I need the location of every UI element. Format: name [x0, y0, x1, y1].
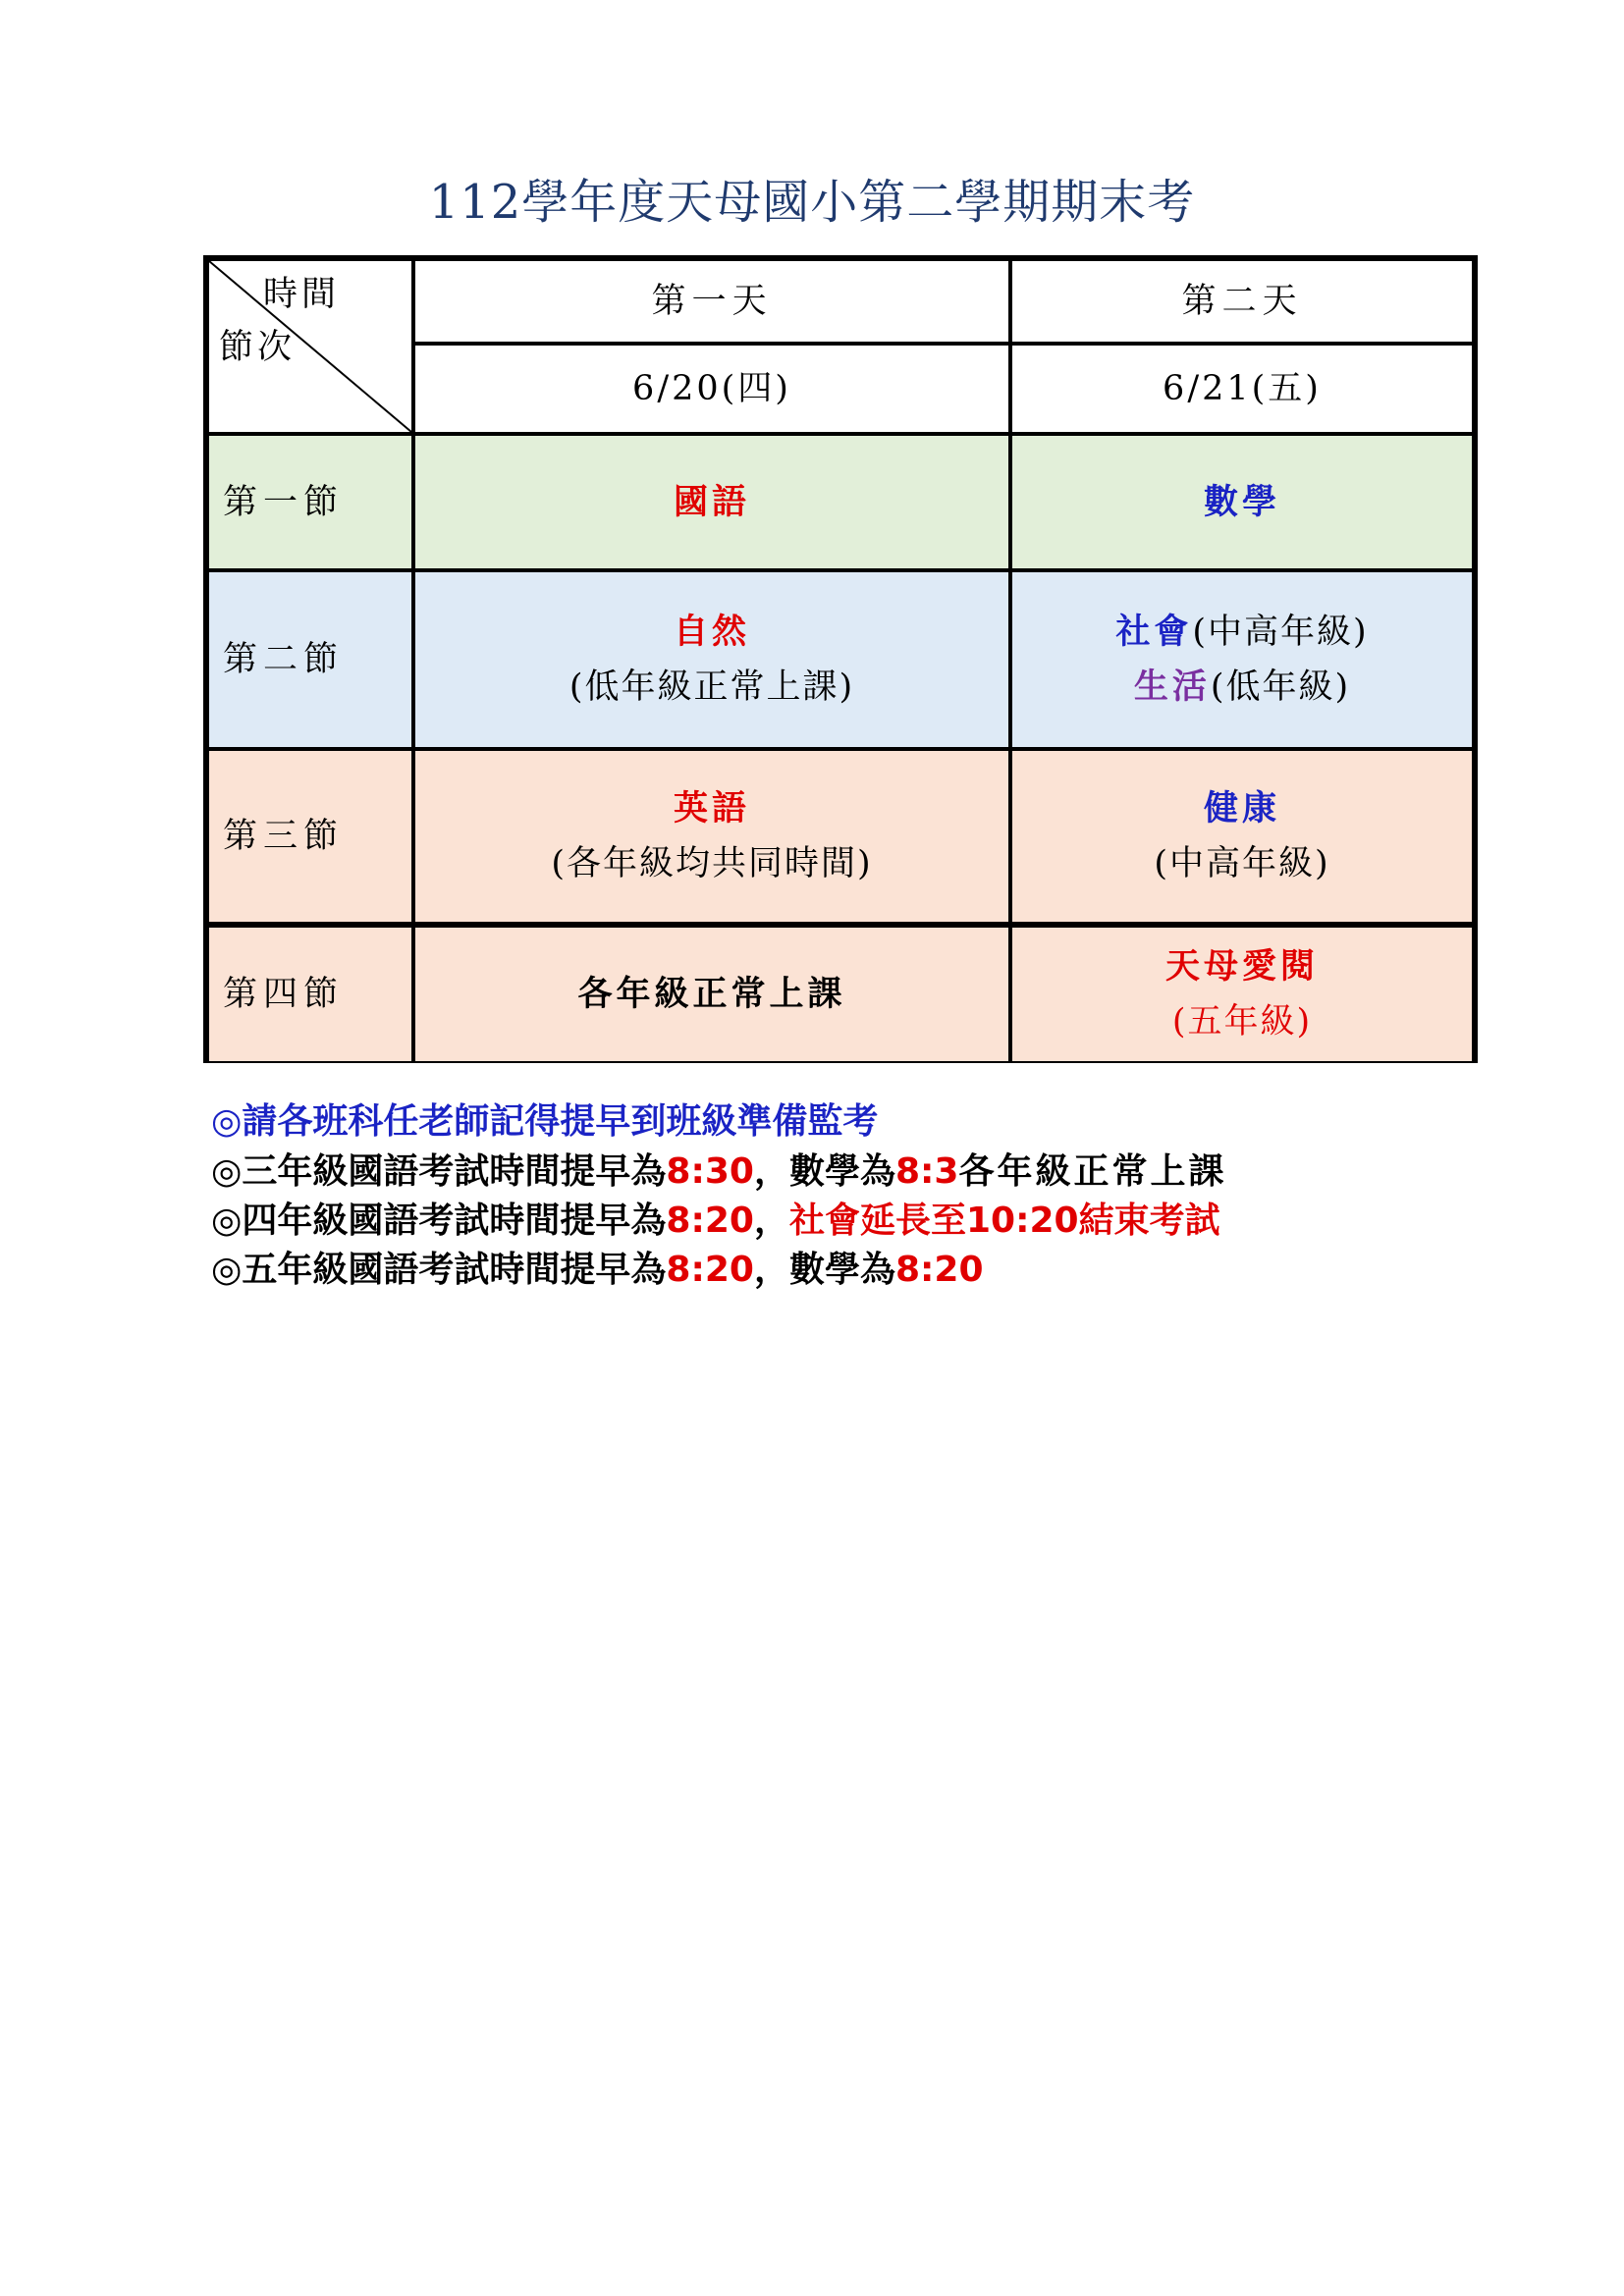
corner-header-cell — [207, 259, 413, 434]
period2-day1-cell — [413, 570, 1010, 749]
note-3-text-a: ◎四年級國語考試時間提早為 — [211, 1201, 667, 1241]
period2-day2-cell — [1010, 570, 1474, 749]
note-4-time-a: 8:20 — [666, 1250, 754, 1290]
period3-label: 第三節 — [223, 817, 345, 856]
period4-day2-note: (五年級) — [1171, 1002, 1313, 1041]
period4-day1-cell — [413, 924, 1010, 1063]
page-title: 112學年度天母國小第二學期期末考 — [428, 175, 1196, 230]
corner-time-label: 時間 — [263, 275, 341, 314]
period1-day1-subject: 國語 — [673, 482, 750, 522]
day2-date: 6/21(五) — [1163, 369, 1322, 408]
day1-date: 6/20(四) — [632, 369, 791, 408]
note-2-text-c: ，數學為 — [753, 1151, 895, 1192]
period1-day2-cell — [1010, 434, 1474, 570]
note-line-1: ◎請各班科任老師記得提早到班級準備監考 — [211, 1101, 879, 1142]
period4-day1-subject: 各年級正常上課 — [577, 975, 846, 1014]
note-line-3 — [211, 1197, 1488, 1246]
period2-label-cell — [207, 570, 413, 749]
day1-date-cell — [413, 344, 1010, 434]
period1-label: 第一節 — [223, 482, 345, 522]
note-4-time-b: 8:20 — [894, 1250, 984, 1290]
period4-label: 第四節 — [223, 975, 345, 1014]
day1-name: 第一天 — [651, 282, 773, 321]
period2-day2-note1: (中高年級) — [1192, 613, 1369, 652]
period2-day2-subject2: 生活 — [1133, 667, 1211, 707]
period3-day2-cell — [1010, 749, 1474, 924]
period2-day2-line1 — [1115, 605, 1368, 660]
note-4-text-c: ，數學為 — [753, 1250, 895, 1290]
period2-day2-note2: (低年級) — [1210, 667, 1351, 707]
period4-day2-cell — [1010, 924, 1474, 1063]
period1-day1-cell — [413, 434, 1010, 570]
period3-day1-note: (各年級均共同時間) — [551, 844, 873, 883]
note-2-time-a: 8:30 — [666, 1151, 754, 1192]
period3-day2-subject: 健康 — [1203, 789, 1280, 828]
exam-notes — [211, 1097, 1488, 1295]
period4-label-cell — [207, 924, 413, 1063]
day2-name: 第二天 — [1181, 282, 1303, 321]
day2-date-cell — [1010, 344, 1474, 434]
corner-period-label: 節次 — [219, 328, 297, 367]
note-3-extension: 社會延長至10:20結束考試 — [788, 1201, 1220, 1241]
period2-day2-line2 — [1134, 660, 1350, 715]
note-3-time-a: 8:20 — [666, 1201, 754, 1241]
note-4-text-a: ◎五年級國語考試時間提早為 — [211, 1250, 667, 1290]
day1-name-cell — [413, 259, 1010, 344]
period2-day1-note: (低年級正常上課) — [568, 667, 855, 707]
note-line-2 — [211, 1147, 1488, 1197]
note-2-time-b: 8:3 — [894, 1151, 959, 1192]
period2-day1-subject: 自然 — [673, 613, 750, 652]
period1-label-cell — [207, 434, 413, 570]
period3-label-cell — [207, 749, 413, 924]
period3-day2-note: (中高年級) — [1154, 844, 1330, 883]
period2-label: 第二節 — [223, 640, 345, 679]
period2-day2-subject1: 社會 — [1115, 613, 1193, 652]
note-3-text-c: ， — [753, 1201, 789, 1241]
day2-name-cell — [1010, 259, 1474, 344]
note-2-text-a: ◎三年級國語考試時間提早為 — [211, 1151, 667, 1192]
period3-day1-subject: 英語 — [673, 789, 750, 828]
period4-day2-subject: 天母愛閱 — [1164, 947, 1319, 987]
exam-schedule-table — [203, 255, 1478, 1063]
period1-day2-subject: 數學 — [1203, 482, 1280, 522]
period3-day1-cell — [413, 749, 1010, 924]
note-2-overlap-text: 各年級正常上課 — [958, 1150, 1227, 1192]
note-line-4 — [211, 1246, 1488, 1295]
